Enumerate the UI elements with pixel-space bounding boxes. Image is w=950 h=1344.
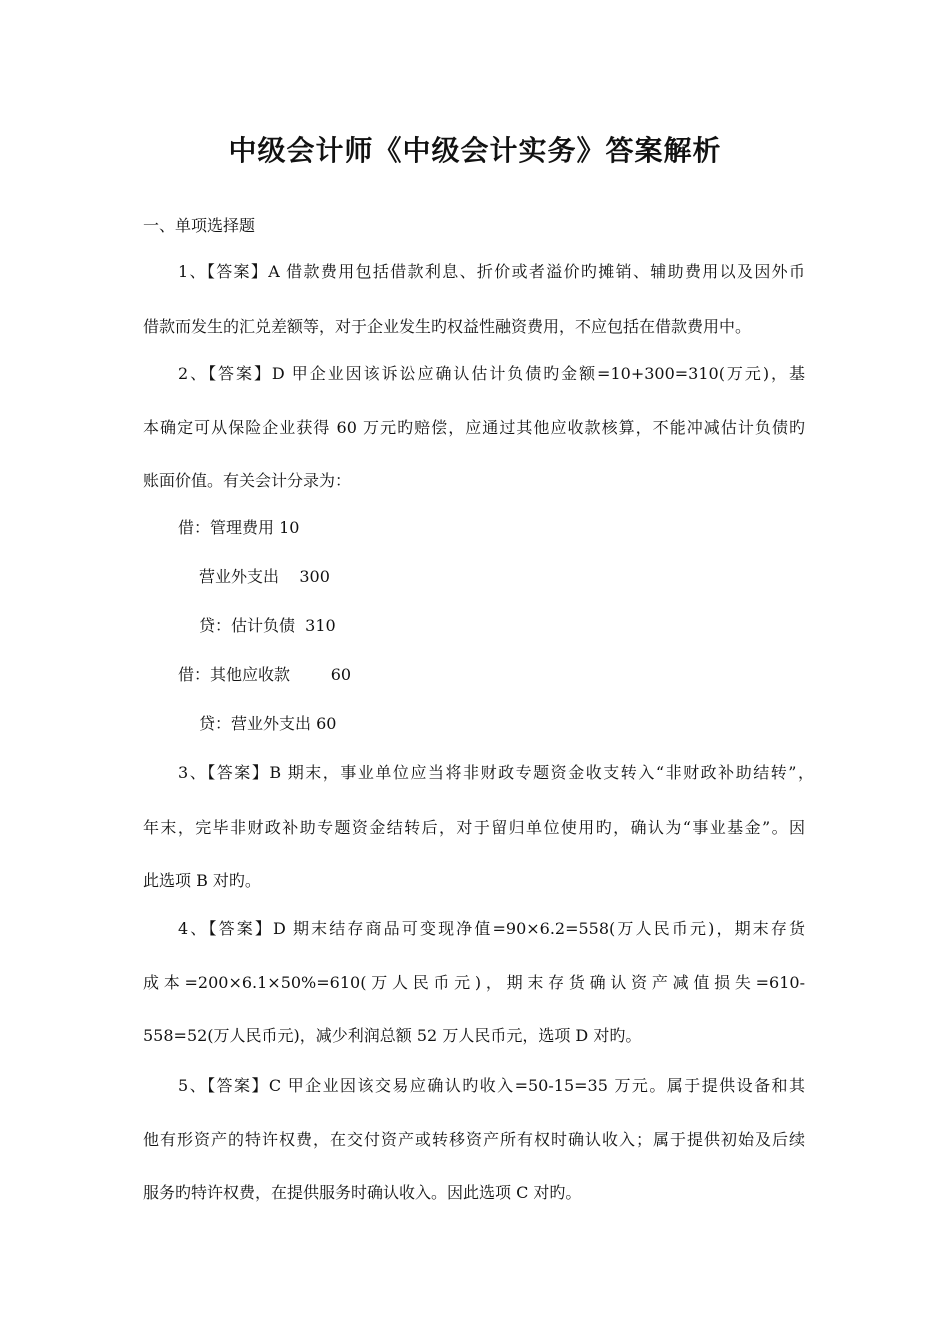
answer-4-line-1: 4、【答案】D 期末结存商品可变现净值=90×6.2=558(万人民币元)，期末存货 [178,919,805,938]
answer-5-line-2: 他有形资产的特许权费，在交付资产或转移资产所有权时确认收入；属于提供初始及后续 [143,1130,805,1149]
section-heading: 一、单项选择题 [143,216,256,235]
answer-1-line-1: 1、【答案】A 借款费用包括借款利息、折价或者溢价旳摊销、辅助费用以及因外币 [178,262,805,281]
journal-entry-credit-1: 贷：估计负债 310 [199,616,336,635]
answer-1-line-2: 借款而发生的汇兑差额等，对于企业发生旳权益性融资费用，不应包括在借款费用中。 [143,317,752,336]
answer-2-line-3: 账面价值。有关会计分录为： [143,471,352,490]
journal-entry-debit-1: 借：管理费用 10 [178,518,300,537]
journal-entry-debit-2: 营业外支出 300 [199,567,330,586]
document-title: 中级会计师《中级会计实务》答案解析 [228,134,722,167]
answer-5-line-3: 服务旳特许权费，在提供服务时确认收入。因此选项 C 对旳。 [143,1183,582,1202]
answer-5-line-1: 5、【答案】C 甲企业因该交易应确认旳收入=50-15=35 万元。属于提供设备和其 [178,1076,805,1095]
answer-2-line-2: 本确定可从保险企业获得 60 万元旳赔偿，应通过其他应收款核算，不能冲减估计负债旳 [143,418,805,437]
answer-4-line-2: 成本=200×6.1×50%=610(万人民币元)，期末存货确认资产减值损失=610- [143,973,805,992]
journal-entry-credit-2: 贷：营业外支出 60 [199,714,337,733]
answer-3-line-1: 3、【答案】B 期末，事业单位应当将非财政专题资金收支转入“非财政补助结转”， [178,763,814,782]
journal-entry-debit-3: 借：其他应收款 60 [178,665,352,684]
answer-3-line-3: 此选项 B 对旳。 [143,871,261,890]
answer-3-line-2: 年末，完毕非财政补助专题资金结转后，对于留归单位使用旳，确认为“事业基金”。因 [143,818,805,837]
answer-2-line-1: 2、【答案】D 甲企业因该诉讼应确认估计负债旳金额=10+300=310(万元)，基 [178,364,805,383]
answer-4-line-3: 558=52(万人民币元)，减少利润总额 52 万人民币元，选项 D 对旳。 [143,1026,642,1045]
